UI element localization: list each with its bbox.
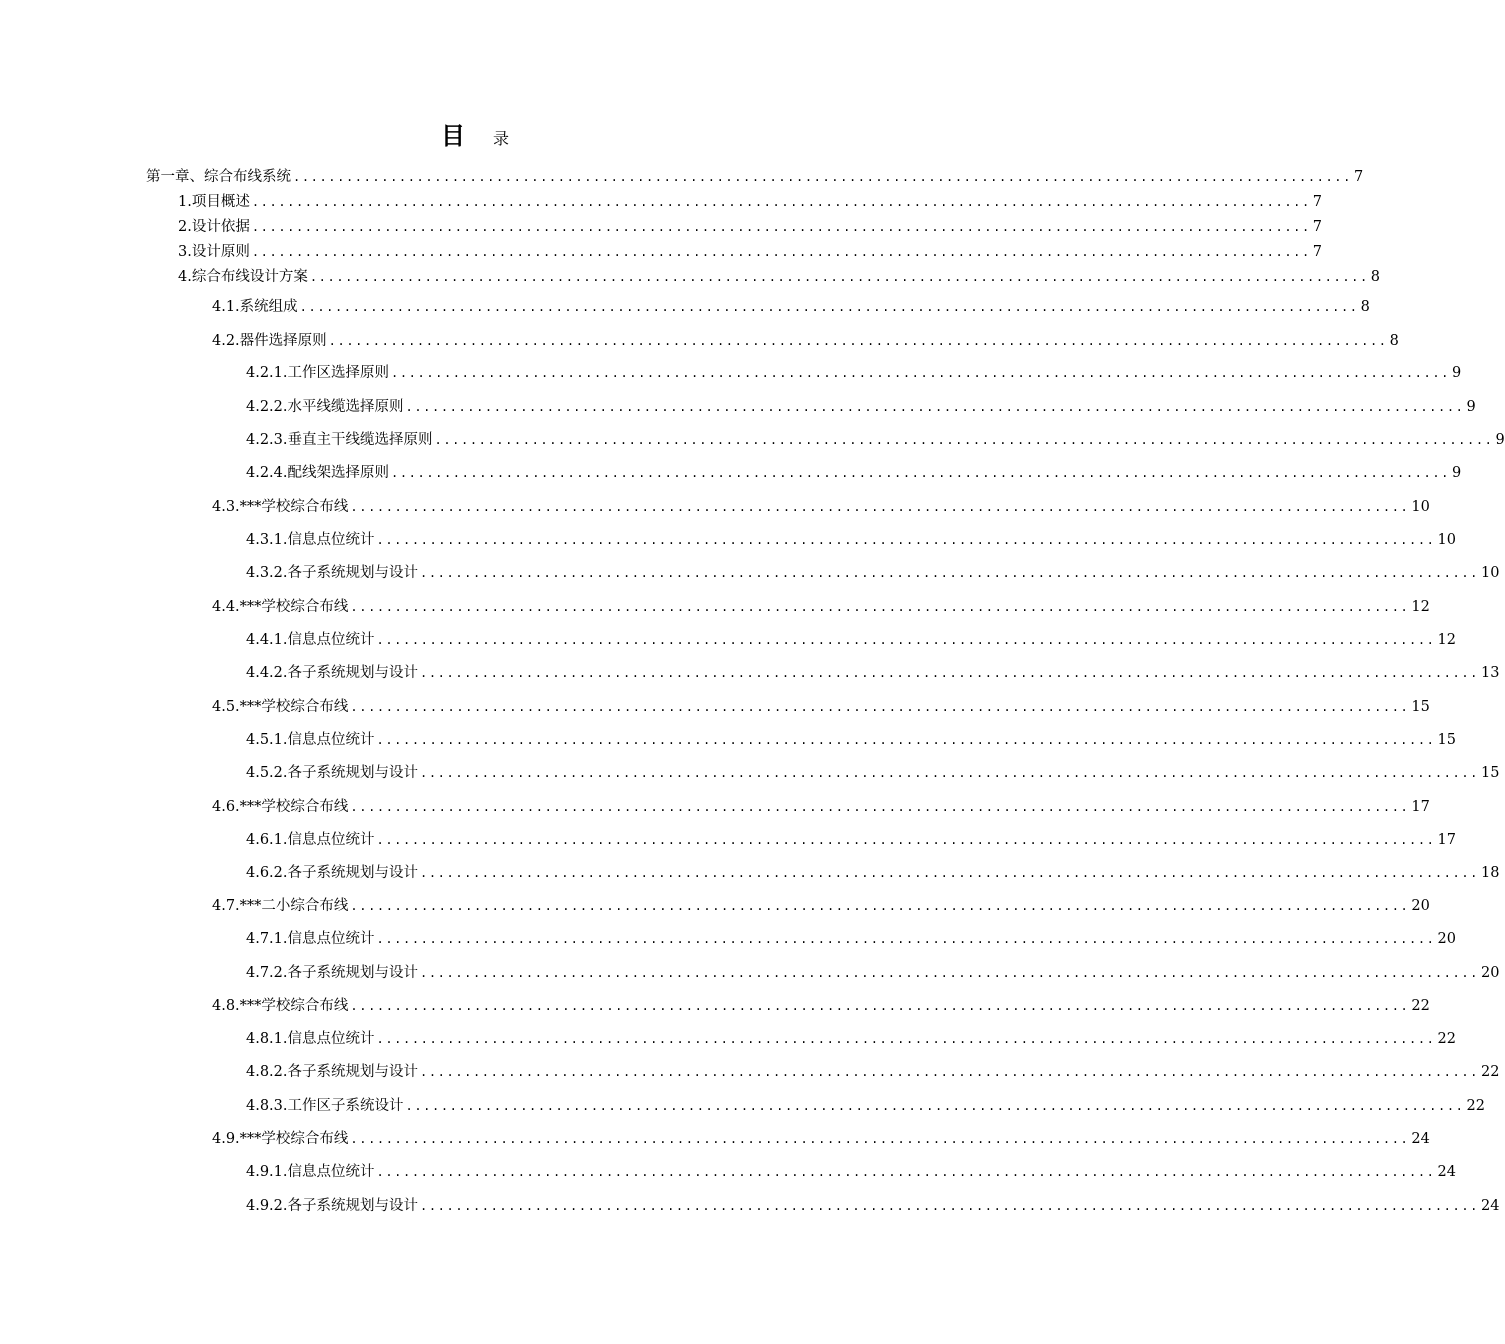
toc-entry[interactable] <box>178 218 1323 236</box>
toc-entry[interactable] <box>246 1097 1485 1115</box>
toc-entry-number: 4.2.4. <box>246 465 288 481</box>
toc-entry-label: ***学校综合布线 <box>239 1131 349 1147</box>
toc-entry-number: 4.9.1. <box>246 1164 288 1180</box>
dot-leader: ........................................................................................................................ <box>405 1099 1465 1113</box>
toc-entry-label: 各子系统规划与设计 <box>287 1198 419 1214</box>
toc-entry[interactable] <box>246 1030 1456 1048</box>
toc-entry[interactable] <box>246 664 1500 682</box>
dot-leader: ........................................................................................................................ <box>405 400 1465 414</box>
dot-leader: ........................................................................................................................ <box>434 433 1494 447</box>
toc-entry-number: 4. <box>178 269 192 285</box>
toc-entry-label: 信息点位统计 <box>287 931 375 947</box>
toc-entry[interactable] <box>246 564 1500 582</box>
toc-entry-page-number: 13 <box>1480 665 1500 681</box>
toc-entry-number: 4.6.2. <box>246 865 288 881</box>
toc-entry-page-number: 9 <box>1451 465 1462 481</box>
dot-leader: ........................................................................................................................ <box>376 833 1436 847</box>
toc-entry-number: 4.8.1. <box>246 1031 288 1047</box>
toc-entry-number: 2. <box>178 219 192 235</box>
dot-leader: ........................................................................................................................ <box>420 1199 1479 1213</box>
dot-leader: ........................................................................................................................ <box>299 300 1359 314</box>
toc-entry[interactable] <box>212 997 1430 1015</box>
dot-leader: ........................................................................................................................ <box>350 700 1410 714</box>
dot-leader: ........................................................................................................................ <box>376 1032 1436 1046</box>
dot-leader: ........................................................................................................................ <box>251 195 1311 209</box>
toc-entry-page-number: 7 <box>1312 219 1323 235</box>
toc-entry-page-number: 10 <box>1480 565 1500 581</box>
toc-entry[interactable] <box>246 731 1456 749</box>
toc-entry-page-number: 7 <box>1312 244 1323 260</box>
toc-entry-page-number: 12 <box>1411 599 1430 615</box>
toc-entry-label: 综合布线设计方案 <box>191 269 308 285</box>
toc-entry-page-number: 8 <box>1360 299 1370 315</box>
toc-entry-label: 各子系统规划与设计 <box>287 865 419 881</box>
toc-entry-page-number: 9 <box>1495 432 1505 448</box>
toc-entry-page-number: 22 <box>1411 998 1430 1014</box>
toc-entry-page-number: 9 <box>1466 399 1476 415</box>
toc-entry-page-number: 15 <box>1437 732 1456 748</box>
toc-entry-page-number: 22 <box>1466 1098 1485 1114</box>
toc-entry-number: 1. <box>178 194 192 210</box>
toc-entry[interactable] <box>246 1063 1500 1081</box>
toc-entry-label: 信息点位统计 <box>287 832 375 848</box>
toc-entry-page-number: 24 <box>1480 1198 1500 1214</box>
toc-entry-number: 4.8.3. <box>246 1098 288 1114</box>
dot-leader: ........................................................................................................................ <box>420 666 1479 680</box>
dot-leader: ........................................................................................................................ <box>350 800 1410 814</box>
dot-leader: ........................................................................................................................ <box>376 633 1436 647</box>
toc-entry-label: 各子系统规划与设计 <box>287 665 419 681</box>
dot-leader: ........................................................................................................................ <box>376 1165 1436 1179</box>
toc-entry[interactable] <box>212 798 1430 816</box>
toc-entry-label: 工作区子系统设计 <box>287 1098 404 1114</box>
toc-entry[interactable] <box>246 964 1500 982</box>
toc-entry[interactable] <box>212 897 1430 915</box>
toc-entry-number: 4.5.1. <box>246 732 288 748</box>
toc-entry-number: 3. <box>178 244 192 260</box>
toc-entry[interactable] <box>246 364 1462 382</box>
toc-entry-page-number: 15 <box>1411 699 1430 715</box>
toc-entry-label: ***学校综合布线 <box>239 699 349 715</box>
dot-leader: ........................................................................................................................ <box>328 334 1388 348</box>
toc-entry-label: 系统组成 <box>239 299 298 315</box>
toc-entry-number: 第一章、 <box>146 169 204 185</box>
dot-leader: ........................................................................................................................ <box>350 600 1410 614</box>
toc-entry-number: 4.9. <box>212 1131 240 1147</box>
toc-entry-label: 设计原则 <box>191 244 250 260</box>
toc-entry-label: 各子系统规划与设计 <box>287 765 419 781</box>
toc-entry-label: 各子系统规划与设计 <box>287 1064 419 1080</box>
toc-entry-number: 4.5.2. <box>246 765 288 781</box>
dot-leader: ........................................................................................................................ <box>420 566 1479 580</box>
toc-entry-number: 4.2. <box>212 333 240 349</box>
toc-entry-label: 水平线缆选择原则 <box>287 399 404 415</box>
dot-leader: ........................................................................................................................ <box>251 245 1311 259</box>
toc-entry-label: 信息点位统计 <box>287 1031 375 1047</box>
dot-leader: ........................................................................................................................ <box>376 733 1436 747</box>
toc-entry-label: 信息点位统计 <box>287 532 375 548</box>
toc-entry-page-number: 10 <box>1437 532 1456 548</box>
toc-entry-number: 4.3.1. <box>246 532 288 548</box>
toc-entry[interactable] <box>246 864 1500 882</box>
toc-entry[interactable] <box>146 168 1364 186</box>
toc-entry-number: 4.3. <box>212 499 240 515</box>
dot-leader: ........................................................................................................................ <box>376 932 1436 946</box>
toc-entry[interactable] <box>212 498 1430 516</box>
toc-entry-number: 4.1. <box>212 299 240 315</box>
dot-leader: ........................................................................................................................ <box>420 866 1479 880</box>
dot-leader: ........................................................................................................................ <box>350 999 1410 1013</box>
toc-entry-label: 综合布线系统 <box>204 169 291 185</box>
dot-leader: ........................................................................................................................ <box>420 1065 1479 1079</box>
dot-leader: ........................................................................................................................ <box>420 966 1479 980</box>
toc-entry-page-number: 18 <box>1480 865 1500 881</box>
toc-entry-label: 项目概述 <box>191 194 250 210</box>
toc-entry[interactable] <box>246 1197 1500 1215</box>
toc-entry-page-number: 9 <box>1451 365 1462 381</box>
toc-entry-number: 4.2.3. <box>246 432 288 448</box>
toc-entry-label: 各子系统规划与设计 <box>287 565 419 581</box>
toc-entry-label: ***学校综合布线 <box>239 599 349 615</box>
toc-entry[interactable] <box>246 764 1500 782</box>
toc-entry-number: 4.6.1. <box>246 832 288 848</box>
toc-entry[interactable] <box>246 431 1505 449</box>
toc-entry-page-number: 20 <box>1411 898 1430 914</box>
toc-entry[interactable] <box>212 598 1430 616</box>
toc-entry-label: 信息点位统计 <box>287 632 375 648</box>
toc-entry-page-number: 15 <box>1480 765 1500 781</box>
toc-entry-page-number: 20 <box>1437 931 1456 947</box>
toc-entry-label: 信息点位统计 <box>287 732 375 748</box>
toc-entry-number: 4.4.2. <box>246 665 288 681</box>
toc-entry-number: 4.9.2. <box>246 1198 288 1214</box>
toc-entry-page-number: 7 <box>1353 169 1364 185</box>
toc-entry[interactable] <box>246 831 1456 849</box>
toc-entry-number: 4.6. <box>212 799 240 815</box>
toc-entry-label: ***二小综合布线 <box>239 898 349 914</box>
toc-entry-number: 4.7.1. <box>246 931 288 947</box>
toc-entry[interactable] <box>212 698 1430 716</box>
toc-entry-label: 设计依据 <box>191 219 250 235</box>
dot-leader: ........................................................................................................................ <box>391 466 1450 480</box>
toc-entry[interactable] <box>246 1163 1456 1181</box>
dot-leader: ........................................................................................................................ <box>309 270 1369 284</box>
toc-entry-label: ***学校综合布线 <box>239 799 349 815</box>
toc-entry-page-number: 22 <box>1480 1064 1500 1080</box>
toc-entry[interactable] <box>212 298 1370 316</box>
toc-entry-number: 4.3.2. <box>246 565 288 581</box>
toc-entry-page-number: 20 <box>1480 965 1500 981</box>
toc-title-secondary: 录 <box>492 129 509 148</box>
toc-entry-page-number: 22 <box>1437 1031 1456 1047</box>
toc-entry[interactable] <box>178 243 1323 261</box>
toc-entry-page-number: 17 <box>1437 832 1456 848</box>
toc-entry-number: 4.2.2. <box>246 399 288 415</box>
toc-entry-number: 4.5. <box>212 699 240 715</box>
toc-entry-label: ***学校综合布线 <box>239 499 349 515</box>
toc-entry[interactable] <box>212 332 1399 350</box>
toc-entry-number: 4.8.2. <box>246 1064 288 1080</box>
toc-entry-number: 4.4. <box>212 599 240 615</box>
toc-entry-label: 各子系统规划与设计 <box>287 965 419 981</box>
dot-leader: ........................................................................................................................ <box>293 170 1352 184</box>
dot-leader: ........................................................................................................................ <box>350 1132 1410 1146</box>
dot-leader: ........................................................................................................................ <box>350 899 1410 913</box>
toc-entry-number: 4.7.2. <box>246 965 288 981</box>
toc-entry[interactable] <box>246 631 1456 649</box>
toc-entry-number: 4.2.1. <box>246 365 288 381</box>
toc-entry[interactable] <box>178 193 1323 211</box>
toc-entry[interactable] <box>246 398 1476 416</box>
toc-entry-label: 工作区选择原则 <box>287 365 390 381</box>
toc-entry-page-number: 7 <box>1312 194 1323 210</box>
toc-title-main: 目 <box>440 121 465 150</box>
toc-entry-page-number: 17 <box>1411 799 1430 815</box>
toc-entry-page-number: 24 <box>1437 1164 1456 1180</box>
toc-entry-number: 4.7. <box>212 898 240 914</box>
toc-entry[interactable] <box>212 1130 1430 1148</box>
toc-entry[interactable] <box>246 464 1462 482</box>
toc-entry-label: 垂直主干线缆选择原则 <box>287 432 433 448</box>
toc-entry-page-number: 8 <box>1389 333 1399 349</box>
toc-entry[interactable] <box>178 268 1381 286</box>
dot-leader: ........................................................................................................................ <box>350 500 1410 514</box>
toc-entry[interactable] <box>246 930 1456 948</box>
toc-entry-page-number: 10 <box>1411 499 1430 515</box>
toc-entry-label: 器件选择原则 <box>239 333 327 349</box>
dot-leader: ........................................................................................................................ <box>376 533 1436 547</box>
dot-leader: ........................................................................................................................ <box>251 220 1311 234</box>
toc-entry-label: 信息点位统计 <box>287 1164 375 1180</box>
dot-leader: ........................................................................................................................ <box>391 366 1450 380</box>
toc-entry-number: 4.4.1. <box>246 632 288 648</box>
toc-entry-page-number: 24 <box>1411 1131 1430 1147</box>
toc-entry-label: ***学校综合布线 <box>239 998 349 1014</box>
toc-entry-page-number: 12 <box>1437 632 1456 648</box>
toc-entry-label: 配线架选择原则 <box>287 465 390 481</box>
toc-entry-number: 4.8. <box>212 998 240 1014</box>
toc-entry-page-number: 8 <box>1370 269 1381 285</box>
toc-entry[interactable] <box>246 531 1456 549</box>
dot-leader: ........................................................................................................................ <box>420 766 1479 780</box>
